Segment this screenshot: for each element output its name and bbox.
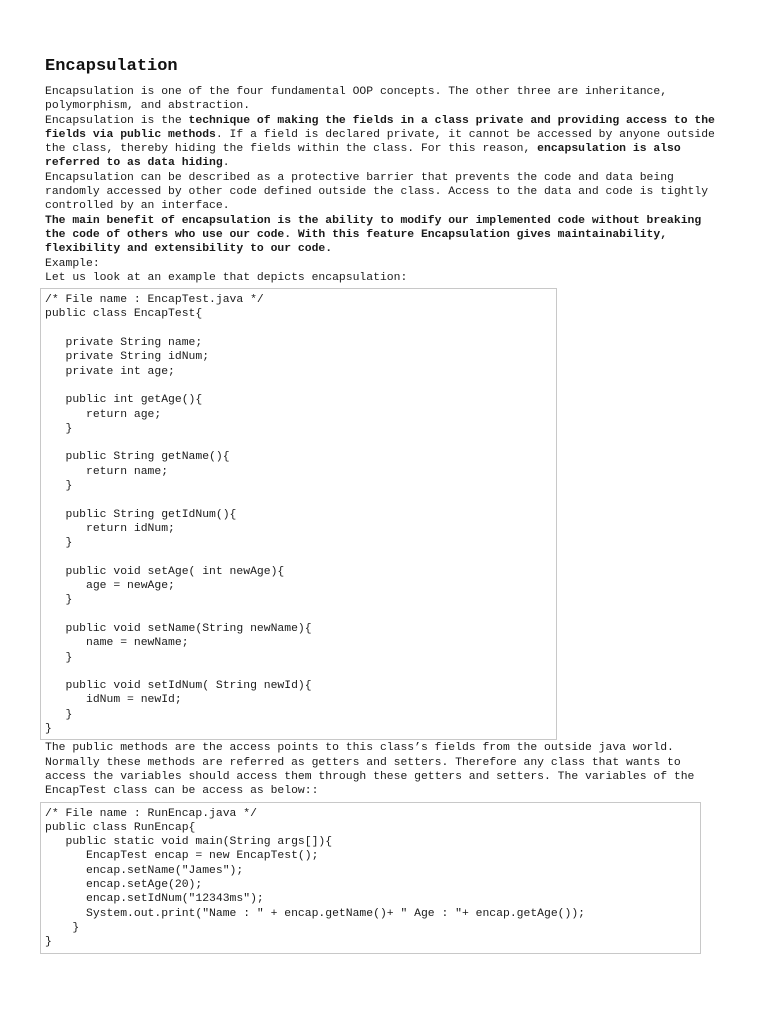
code-line: name = newName;: [45, 637, 189, 650]
example-intro: Let us look at an example that depicts encapsulation:: [45, 271, 408, 284]
definition-paragraph: [45, 114, 725, 171]
code-line: [45, 608, 552, 622]
code-line: encap.setName("James");: [45, 864, 244, 877]
code-line: encap.setIdNum("12343ms");: [45, 893, 264, 906]
code-line: public String getIdNum(){: [45, 508, 237, 521]
intro-paragraph: Encapsulation is one of the four fundamental OOP concepts. The other three are inheritance, polymorphism, and abstraction.: [45, 86, 668, 113]
code-line: }: [45, 422, 73, 435]
code-line: EncapTest encap = new EncapTest();: [45, 850, 319, 863]
code-line: [45, 436, 552, 450]
benefit-paragraph: [45, 214, 725, 257]
getters-setters-paragraph: The public methods are the access points to this class’s fields from the outside java world. Normally these methods are referred as getters and setters. Therefore any class that wants to access the variables should access them through these getters and setters. The variables of the EncapTest class can be access as below::: [45, 742, 695, 798]
code-line: public static void main(String args[]){: [45, 836, 333, 849]
code-line: public void setName(String newName){: [45, 622, 312, 635]
barrier-paragraph: Encapsulation can be described as a protective barrier that prevents the code and data being randomly accessed by other code defined outside the class. Access to the data and code is tightly controlled by an interface.: [45, 171, 709, 213]
code-line: private String idNum;: [45, 351, 210, 364]
code-line: public int getAge(){: [45, 394, 203, 407]
example-label: Example:: [45, 257, 100, 270]
page-title: Encapsulation: [45, 57, 178, 76]
benefit-bold: The main benefit of encapsulation is the ability to modify our implemented code without breaking the code of others who use our code. With this feature Encapsulation gives maintainability, flexibility and extensibility to our code.: [45, 214, 702, 256]
code-line: System.out.print("Name : " + encap.getName()+ " Age : "+ encap.getAge());: [45, 907, 586, 920]
definition-text-3: .: [222, 157, 230, 170]
code-line: }: [45, 480, 73, 493]
code-line: [45, 665, 552, 679]
code-line: private int age;: [45, 365, 175, 378]
code-line: [45, 551, 552, 565]
document-page: [45, 56, 725, 955]
code-line: age = newAge;: [45, 580, 175, 593]
code-line: }: [45, 708, 73, 721]
definition-text-2: . If a field is declared private, it cannot be accessed by anyone outside the class, thereby hiding the fields within the class. For this reason,: [45, 128, 715, 156]
definition-bold-2: encapsulation is also referred to as data hiding: [45, 143, 681, 170]
definition-bold-1: technique of making the fields in a class private and providing access to the fields via public methods: [45, 114, 715, 141]
code-line: }: [45, 723, 52, 736]
code-line: }: [45, 936, 52, 949]
code-line: }: [45, 651, 73, 664]
code-line: return age;: [45, 408, 162, 421]
code-line: return name;: [45, 465, 169, 478]
code-line: idNum = newId;: [45, 694, 182, 707]
code-line: encap.setAge(20);: [45, 879, 203, 892]
code-line: public class EncapTest{: [45, 308, 203, 321]
code-line: public void setAge( int newAge){: [45, 565, 285, 578]
code-line: /* File name : EncapTest.java */: [45, 294, 264, 307]
code-line: [45, 322, 552, 336]
code-line: }: [45, 921, 80, 934]
code-line: public String getName(){: [45, 451, 230, 464]
code-block-encaptest: [40, 288, 557, 740]
code-line: public void setIdNum( String newId){: [45, 680, 312, 693]
code-line: public class RunEncap{: [45, 821, 196, 834]
code-line: return idNum;: [45, 522, 175, 535]
code-line: private String name;: [45, 337, 203, 350]
code-block-runencap: [40, 802, 701, 954]
code-line: }: [45, 594, 73, 607]
code-line: /* File name : RunEncap.java */: [45, 807, 257, 820]
code-line: [45, 493, 552, 507]
code-line: }: [45, 537, 73, 550]
definition-text-1: Encapsulation is the: [45, 114, 189, 127]
code-line: [45, 379, 552, 393]
